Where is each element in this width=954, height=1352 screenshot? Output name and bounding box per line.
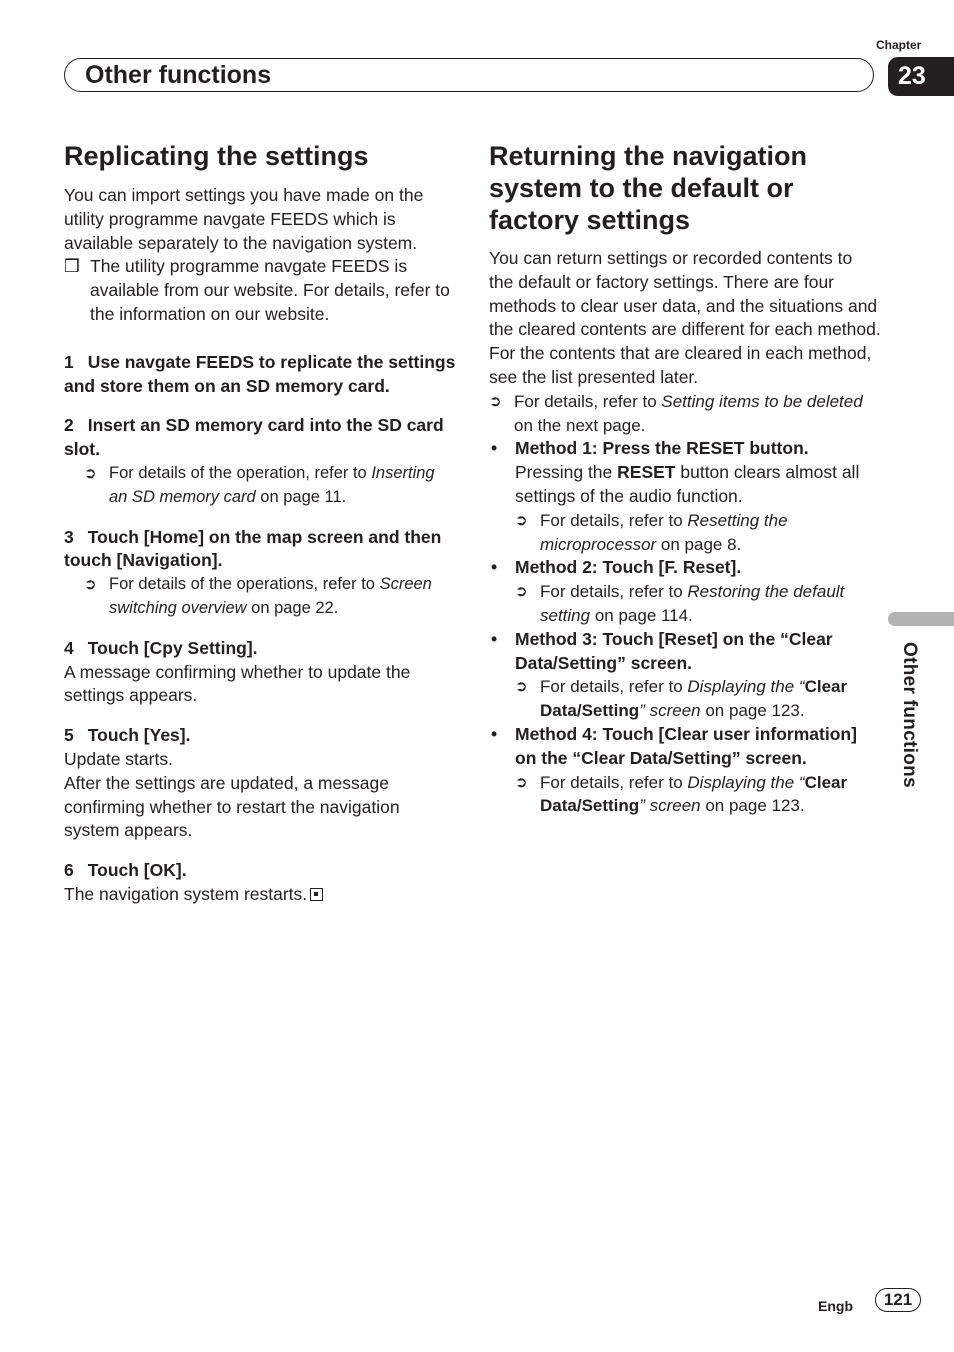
method-4-ref: ➲ For details, refer to Displaying the “Clear Data/Setting” screen on page 123. — [515, 772, 848, 816]
checkbox-icon: ❒ — [64, 256, 80, 277]
step-4 — [64, 637, 456, 661]
step-text: Touch [Yes]. — [87, 725, 191, 746]
end-mark-icon — [310, 888, 323, 901]
method-2-ref: ➲ For details, refer to Restoring the default setting on page 114. — [515, 582, 845, 625]
left-note — [64, 255, 456, 326]
side-tab-marker — [888, 612, 954, 626]
cross-reference: Clear Data/Setting — [540, 677, 848, 721]
step-number: 2 — [64, 415, 74, 436]
method-heading: Method 1: Press the RESET button. — [515, 438, 809, 459]
chapter-label: Chapter — [876, 38, 922, 52]
method-2 — [489, 556, 881, 580]
arrow-icon: ➲ — [515, 511, 528, 529]
method-1-body: Pressing the RESET button clears almost all settings of the audio function. — [515, 462, 860, 506]
section-header — [64, 58, 874, 92]
step-text: Insert an SD memory card into the SD card slot. — [64, 415, 444, 460]
arrow-icon: ➲ — [515, 773, 528, 791]
step-2-ref: ➲ For details of the operation, refer to Inserting an SD memory card on page 11. — [84, 463, 435, 506]
step-number: 4 — [64, 637, 74, 658]
bullet-icon: • — [491, 723, 498, 744]
page-number: 121 — [875, 1288, 921, 1312]
step-3 — [64, 526, 456, 574]
step-number: 5 — [64, 725, 74, 746]
step-5-body-2: After the settings are updated, a message confirming whether to restart the navigation system appears. — [64, 772, 400, 841]
cross-reference: Inserting an SD memory card — [109, 463, 435, 506]
chapter-number-tab: 23 — [888, 57, 954, 96]
step-5 — [64, 724, 456, 748]
right-ref: ➲ For details, refer to Setting items to be deleted on the next page. — [489, 391, 863, 435]
step-4-body: A message confirming whether to update the settings appears. — [64, 661, 411, 706]
arrow-icon: ➲ — [489, 392, 502, 410]
left-intro: You can import settings you have made on the utility programme navgate FEEDS which is available separately to the navigation system. — [64, 185, 424, 253]
method-1 — [489, 437, 881, 461]
arrow-icon: ➲ — [84, 576, 97, 594]
step-text: Touch [Home] on the map screen and then touch [Navigation]. — [64, 526, 442, 571]
bullet-icon: • — [491, 438, 498, 459]
method-3 — [489, 628, 881, 676]
step-text: Touch [Cpy Setting]. — [87, 637, 258, 658]
cross-reference: Restoring the default setting — [540, 582, 845, 625]
right-heading: Returning the navigation system to the default or factory settings — [489, 141, 808, 235]
step-text: Touch [OK]. — [87, 860, 187, 881]
left-column — [64, 140, 456, 907]
bullet-icon: • — [491, 557, 498, 578]
step-number: 6 — [64, 860, 74, 881]
method-1-ref: ➲ For details, refer to Resetting the microprocessor on page 8. — [515, 510, 788, 554]
right-column — [489, 140, 881, 818]
method-heading: Method 3: Touch [Reset] on the “Clear Data/Setting” screen. — [515, 628, 833, 673]
step-6-body: The navigation system restarts. — [64, 883, 456, 907]
cross-reference: Screen switching overview — [109, 575, 432, 617]
section-title: Other functions — [85, 61, 272, 89]
cross-reference: Resetting the microprocessor — [540, 510, 788, 554]
step-text: Use navgate FEEDS to replicate the settings and store them on an SD memory card. — [64, 351, 456, 396]
step-number: 3 — [64, 526, 74, 547]
step-2 — [64, 414, 456, 462]
left-heading: Replicating the settings — [64, 141, 369, 171]
method-heading: Method 4: Touch [Clear user information] on the “Clear Data/Setting” screen. — [515, 723, 857, 768]
step-number: 1 — [64, 351, 74, 372]
method-3-ref: ➲ For details, refer to Displaying the “Clear Data/Setting” screen on page 123. — [515, 677, 848, 721]
method-heading: Method 2: Touch [F. Reset]. — [515, 557, 742, 578]
step-6 — [64, 859, 456, 883]
right-intro: You can return settings or recorded contents to the default or factory settings. There are four methods to clear user data, and the situations and the cleared contents are different for each method. For the contents that are cleared in each method, see the list presented later. — [489, 248, 881, 387]
arrow-icon: ➲ — [84, 464, 97, 482]
cross-reference: Clear Data/Setting — [540, 772, 848, 816]
footer-language: Engb — [818, 1298, 853, 1314]
arrow-icon: ➲ — [515, 583, 528, 601]
arrow-icon: ➲ — [515, 678, 528, 696]
step-5-body: Update starts. — [64, 748, 173, 769]
cross-reference: Setting items to be deleted — [661, 391, 863, 411]
bullet-icon: • — [491, 628, 498, 649]
step-1 — [64, 351, 456, 399]
note-text: The utility programme navgate FEEDS is available from our website. For details, refer to the information on our website. — [90, 256, 450, 324]
side-tab-label: Other functions — [899, 642, 920, 788]
step-3-ref: ➲ For details of the operations, refer to Screen switching overview on page 22. — [84, 575, 432, 617]
method-4 — [489, 723, 881, 771]
